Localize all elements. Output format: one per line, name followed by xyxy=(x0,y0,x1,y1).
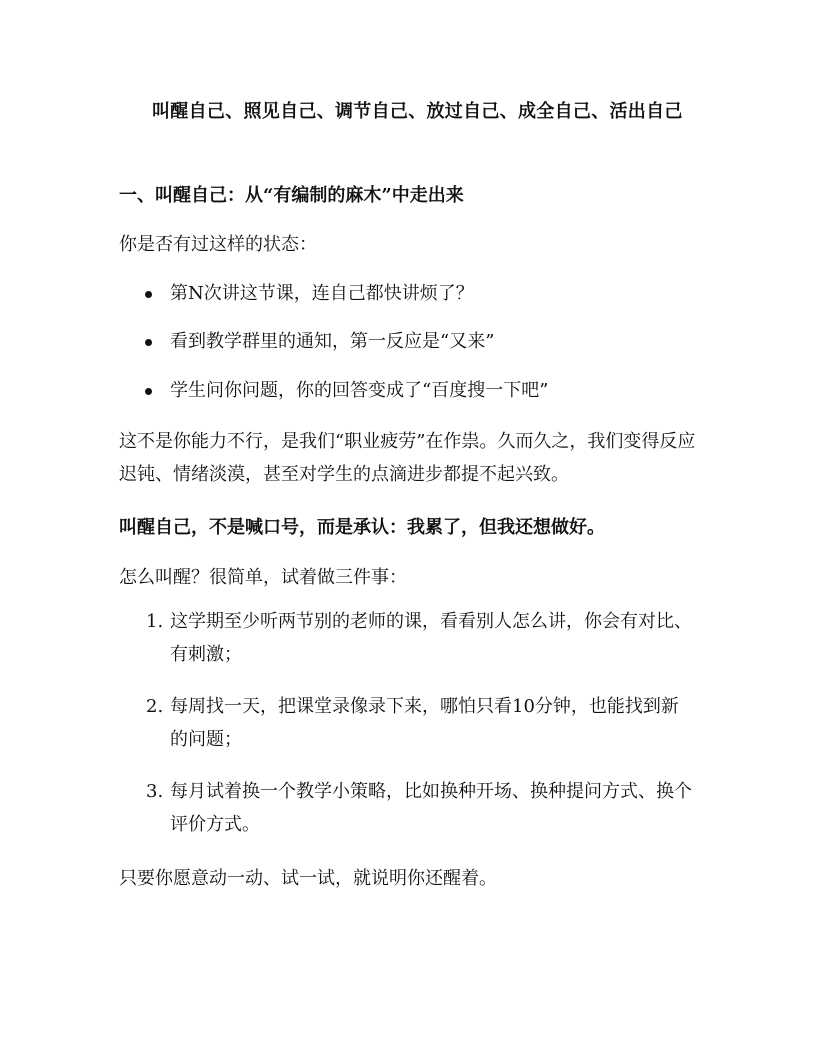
bullet-text: 学生问你问题，你的回答变成了“百度搜一下吧” xyxy=(170,380,549,401)
bullet-dot-icon xyxy=(145,388,152,395)
steps-intro: 怎么叫醒？很简单，试着做三件事： xyxy=(119,567,407,588)
body-paragraph: 这不是你能力不行，是我们“职业疲劳”在作祟。久而久之，我们变得反应迟钝、情绪淡漠，甚至对学生的点滴进步都提不起兴致。 xyxy=(119,431,696,485)
bullet-dot-icon xyxy=(145,339,152,346)
closing-paragraph: 只要你愿意动一动、试一试，就说明你还醒着。 xyxy=(119,868,497,889)
item-number: 3. xyxy=(146,781,164,802)
item-number: 1. xyxy=(146,611,164,632)
document-title: 叫醒自己、照见自己、调节自己、放过自己、成全自己、活出自己 xyxy=(152,101,683,122)
item-number: 2. xyxy=(146,696,164,717)
bullet-dot-icon xyxy=(145,291,152,298)
section-heading: 一、叫醒自己：从“有编制的麻木”中走出来 xyxy=(119,185,464,206)
bullet-text: 第N次讲这节课，连自己都快讲烦了？ xyxy=(170,283,474,304)
bullet-text: 看到教学群里的通知，第一反应是“又来” xyxy=(170,331,495,352)
item-text: 每月试着换一个教学小策略，比如换种开场、换种提问方式、换个评价方式。 xyxy=(170,781,692,835)
item-text: 这学期至少听两节别的老师的课，看看别人怎么讲，你会有对比、有刺激； xyxy=(170,611,692,665)
item-text: 每周找一天，把课堂录像录下来，哪怕只看10分钟，也能找到新的问题； xyxy=(170,696,679,750)
intro-paragraph: 你是否有过这样的状态： xyxy=(119,234,317,255)
emphasis-paragraph: 叫醒自己，不是喊口号，而是承认：我累了，但我还想做好。 xyxy=(119,517,605,538)
